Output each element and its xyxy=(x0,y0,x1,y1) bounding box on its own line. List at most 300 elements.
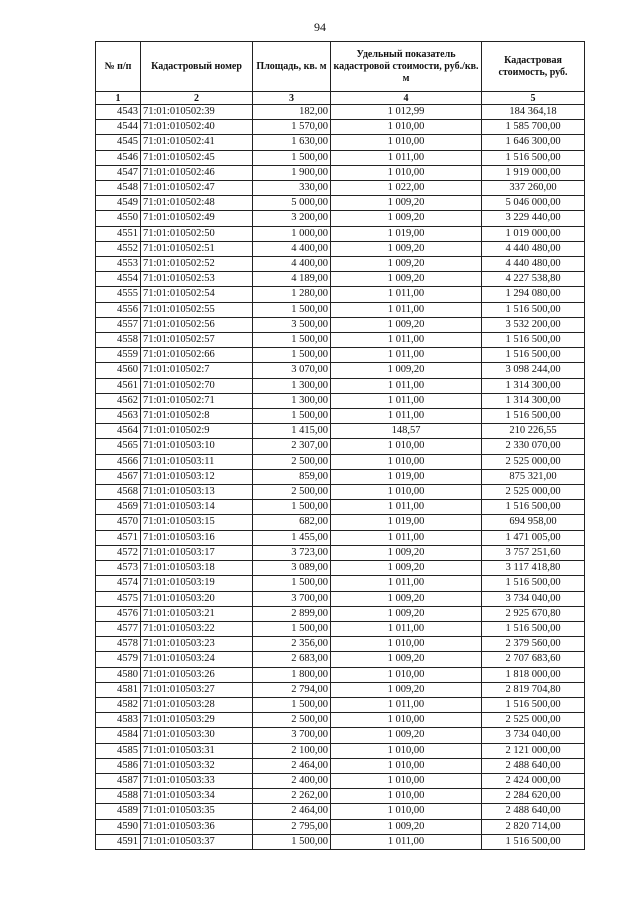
area-cell: 2 464,00 xyxy=(253,804,331,819)
cadastral-number-cell: 71:01:010502:46 xyxy=(141,165,253,180)
cadastral-value-cell: 3 532 200,00 xyxy=(482,317,585,332)
cadastral-number-cell: 71:01:010503:18 xyxy=(141,561,253,576)
cadastral-value-cell: 2 525 000,00 xyxy=(482,454,585,469)
cadastral-number-cell: 71:01:010503:24 xyxy=(141,652,253,667)
cadastral-value-cell: 3 757 251,60 xyxy=(482,545,585,560)
cadastral-number-cell: 71:01:010503:31 xyxy=(141,743,253,758)
cadastral-number-cell: 71:01:010503:29 xyxy=(141,713,253,728)
cadastral-number-cell: 71:01:010502:54 xyxy=(141,287,253,302)
area-cell: 2 464,00 xyxy=(253,758,331,773)
cadastral-number-cell: 71:01:010502:48 xyxy=(141,196,253,211)
row-number-cell: 4586 xyxy=(96,758,141,773)
specific-value-cell: 1 009,20 xyxy=(331,606,482,621)
specific-value-cell: 1 009,20 xyxy=(331,819,482,834)
table-row xyxy=(96,211,585,226)
cadastral-value-cell: 1 516 500,00 xyxy=(482,697,585,712)
specific-value-cell: 1 019,00 xyxy=(331,515,482,530)
cadastral-value-cell: 1 471 005,00 xyxy=(482,530,585,545)
area-cell: 330,00 xyxy=(253,181,331,196)
cadastral-value-cell: 1 646 300,00 xyxy=(482,135,585,150)
cadastral-value-cell: 4 440 480,00 xyxy=(482,241,585,256)
header-specific-value: Удельный показатель кадастровой стоимости, руб./кв. м xyxy=(331,42,482,92)
cadastral-number-cell: 71:01:010503:32 xyxy=(141,758,253,773)
table-row xyxy=(96,120,585,135)
cadastral-number-cell: 71:01:010503:21 xyxy=(141,606,253,621)
table-header-row xyxy=(96,42,585,92)
cadastral-number-cell: 71:01:010503:33 xyxy=(141,773,253,788)
table-row xyxy=(96,272,585,287)
column-number-row xyxy=(96,92,585,105)
table-row xyxy=(96,545,585,560)
row-number-cell: 4585 xyxy=(96,743,141,758)
area-cell: 1 415,00 xyxy=(253,424,331,439)
cadastral-value-cell: 1 294 080,00 xyxy=(482,287,585,302)
specific-value-cell: 1 009,20 xyxy=(331,545,482,560)
table-row xyxy=(96,637,585,652)
row-number-cell: 4568 xyxy=(96,485,141,500)
cadastral-value-cell: 1 516 500,00 xyxy=(482,500,585,515)
table-row xyxy=(96,485,585,500)
specific-value-cell: 1 011,00 xyxy=(331,150,482,165)
area-cell: 3 700,00 xyxy=(253,591,331,606)
specific-value-cell: 1 010,00 xyxy=(331,454,482,469)
row-number-cell: 4555 xyxy=(96,287,141,302)
area-cell: 3 700,00 xyxy=(253,728,331,743)
cadastral-number-cell: 71:01:010502:45 xyxy=(141,150,253,165)
cadastral-number-cell: 71:01:010503:37 xyxy=(141,834,253,849)
header-cadastral-number: Кадастровый номер xyxy=(141,42,253,92)
table-row xyxy=(96,469,585,484)
cadastral-number-cell: 71:01:010503:16 xyxy=(141,530,253,545)
header-row-number: № п/п xyxy=(96,42,141,92)
area-cell: 4 400,00 xyxy=(253,241,331,256)
column-number: 3 xyxy=(253,92,331,105)
row-number-cell: 4588 xyxy=(96,789,141,804)
specific-value-cell: 1 011,00 xyxy=(331,697,482,712)
table-row xyxy=(96,682,585,697)
row-number-cell: 4565 xyxy=(96,439,141,454)
area-cell: 2 500,00 xyxy=(253,454,331,469)
cadastral-value-cell: 875 321,00 xyxy=(482,469,585,484)
cadastral-value-cell: 2 121 000,00 xyxy=(482,743,585,758)
row-number-cell: 4553 xyxy=(96,257,141,272)
table-row xyxy=(96,348,585,363)
area-cell: 1 500,00 xyxy=(253,302,331,317)
area-cell: 1 000,00 xyxy=(253,226,331,241)
area-cell: 2 500,00 xyxy=(253,713,331,728)
row-number-cell: 4584 xyxy=(96,728,141,743)
area-cell: 2 500,00 xyxy=(253,485,331,500)
area-cell: 1 500,00 xyxy=(253,333,331,348)
table-row xyxy=(96,257,585,272)
row-number-cell: 4562 xyxy=(96,393,141,408)
area-cell: 1 630,00 xyxy=(253,135,331,150)
cadastral-number-cell: 71:01:010503:26 xyxy=(141,667,253,682)
area-cell: 2 794,00 xyxy=(253,682,331,697)
specific-value-cell: 1 011,00 xyxy=(331,530,482,545)
row-number-cell: 4564 xyxy=(96,424,141,439)
specific-value-cell: 1 019,00 xyxy=(331,469,482,484)
specific-value-cell: 1 022,00 xyxy=(331,181,482,196)
table-row xyxy=(96,500,585,515)
specific-value-cell: 1 011,00 xyxy=(331,302,482,317)
area-cell: 1 500,00 xyxy=(253,697,331,712)
cadastral-number-cell: 71:01:010502:39 xyxy=(141,105,253,120)
cadastral-number-cell: 71:01:010502:9 xyxy=(141,424,253,439)
area-cell: 4 189,00 xyxy=(253,272,331,287)
cadastral-number-cell: 71:01:010503:35 xyxy=(141,804,253,819)
cadastral-value-cell: 1 516 500,00 xyxy=(482,333,585,348)
cadastral-number-cell: 71:01:010502:56 xyxy=(141,317,253,332)
cadastral-value-cell: 5 046 000,00 xyxy=(482,196,585,211)
area-cell: 182,00 xyxy=(253,105,331,120)
specific-value-cell: 1 009,20 xyxy=(331,652,482,667)
cadastral-number-cell: 71:01:010503:13 xyxy=(141,485,253,500)
table-row xyxy=(96,439,585,454)
cadastral-number-cell: 71:01:010502:57 xyxy=(141,333,253,348)
cadastral-value-cell: 2 820 714,00 xyxy=(482,819,585,834)
area-cell: 1 500,00 xyxy=(253,576,331,591)
cadastral-number-cell: 71:01:010503:12 xyxy=(141,469,253,484)
cadastral-value-cell: 3 229 440,00 xyxy=(482,211,585,226)
area-cell: 3 070,00 xyxy=(253,363,331,378)
area-cell: 2 307,00 xyxy=(253,439,331,454)
area-cell: 2 262,00 xyxy=(253,789,331,804)
row-number-cell: 4580 xyxy=(96,667,141,682)
specific-value-cell: 1 010,00 xyxy=(331,713,482,728)
header-cadastral-value: Кадастровая стоимость, руб. xyxy=(482,42,585,92)
row-number-cell: 4590 xyxy=(96,819,141,834)
row-number-cell: 4571 xyxy=(96,530,141,545)
cadastral-number-cell: 71:01:010503:14 xyxy=(141,500,253,515)
cadastral-value-cell: 2 424 000,00 xyxy=(482,773,585,788)
table-row xyxy=(96,363,585,378)
cadastral-number-cell: 71:01:010503:22 xyxy=(141,621,253,636)
table-row xyxy=(96,621,585,636)
area-cell: 3 200,00 xyxy=(253,211,331,226)
cadastral-number-cell: 71:01:010502:51 xyxy=(141,241,253,256)
cadastral-value-cell: 1 516 500,00 xyxy=(482,834,585,849)
cadastral-value-cell: 1 019 000,00 xyxy=(482,226,585,241)
table-row xyxy=(96,241,585,256)
cadastral-number-cell: 71:01:010503:11 xyxy=(141,454,253,469)
specific-value-cell: 1 010,00 xyxy=(331,743,482,758)
cadastral-value-cell: 184 364,18 xyxy=(482,105,585,120)
cadastral-value-table xyxy=(95,41,585,850)
specific-value-cell: 1 011,00 xyxy=(331,576,482,591)
table-row xyxy=(96,196,585,211)
cadastral-number-cell: 71:01:010503:15 xyxy=(141,515,253,530)
table-row xyxy=(96,819,585,834)
area-cell: 1 570,00 xyxy=(253,120,331,135)
row-number-cell: 4570 xyxy=(96,515,141,530)
cadastral-value-cell: 2 925 670,80 xyxy=(482,606,585,621)
table-row xyxy=(96,591,585,606)
specific-value-cell: 1 010,00 xyxy=(331,804,482,819)
cadastral-value-cell: 4 227 538,80 xyxy=(482,272,585,287)
area-cell: 2 683,00 xyxy=(253,652,331,667)
specific-value-cell: 1 009,20 xyxy=(331,561,482,576)
table-row xyxy=(96,135,585,150)
specific-value-cell: 1 011,00 xyxy=(331,393,482,408)
area-cell: 1 300,00 xyxy=(253,378,331,393)
area-cell: 2 795,00 xyxy=(253,819,331,834)
row-number-cell: 4560 xyxy=(96,363,141,378)
row-number-cell: 4552 xyxy=(96,241,141,256)
area-cell: 3 089,00 xyxy=(253,561,331,576)
cadastral-value-cell: 3 734 040,00 xyxy=(482,728,585,743)
area-cell: 1 900,00 xyxy=(253,165,331,180)
cadastral-value-cell: 2 330 070,00 xyxy=(482,439,585,454)
cadastral-number-cell: 71:01:010503:36 xyxy=(141,819,253,834)
specific-value-cell: 1 009,20 xyxy=(331,317,482,332)
row-number-cell: 4557 xyxy=(96,317,141,332)
area-cell: 1 500,00 xyxy=(253,621,331,636)
specific-value-cell: 1 009,20 xyxy=(331,363,482,378)
table-row xyxy=(96,789,585,804)
area-cell: 1 300,00 xyxy=(253,393,331,408)
table-row xyxy=(96,530,585,545)
area-cell: 1 800,00 xyxy=(253,667,331,682)
row-number-cell: 4574 xyxy=(96,576,141,591)
specific-value-cell: 1 011,00 xyxy=(331,834,482,849)
column-number: 2 xyxy=(141,92,253,105)
row-number-cell: 4579 xyxy=(96,652,141,667)
row-number-cell: 4548 xyxy=(96,181,141,196)
row-number-cell: 4572 xyxy=(96,545,141,560)
cadastral-value-cell: 1 516 500,00 xyxy=(482,348,585,363)
specific-value-cell: 1 010,00 xyxy=(331,120,482,135)
area-cell: 2 100,00 xyxy=(253,743,331,758)
row-number-cell: 4589 xyxy=(96,804,141,819)
area-cell: 1 455,00 xyxy=(253,530,331,545)
specific-value-cell: 1 010,00 xyxy=(331,637,482,652)
area-cell: 5 000,00 xyxy=(253,196,331,211)
cadastral-value-cell: 2 379 560,00 xyxy=(482,637,585,652)
specific-value-cell: 1 009,20 xyxy=(331,257,482,272)
table-row xyxy=(96,287,585,302)
cadastral-number-cell: 71:01:010503:30 xyxy=(141,728,253,743)
table-row xyxy=(96,424,585,439)
cadastral-value-cell: 2 284 620,00 xyxy=(482,789,585,804)
row-number-cell: 4582 xyxy=(96,697,141,712)
row-number-cell: 4554 xyxy=(96,272,141,287)
cadastral-value-cell: 2 525 000,00 xyxy=(482,713,585,728)
specific-value-cell: 1 010,00 xyxy=(331,135,482,150)
area-cell: 2 356,00 xyxy=(253,637,331,652)
row-number-cell: 4566 xyxy=(96,454,141,469)
row-number-cell: 4569 xyxy=(96,500,141,515)
area-cell: 2 899,00 xyxy=(253,606,331,621)
table-row xyxy=(96,758,585,773)
table-row xyxy=(96,105,585,120)
specific-value-cell: 1 010,00 xyxy=(331,758,482,773)
table-row xyxy=(96,743,585,758)
cadastral-value-cell: 1 919 000,00 xyxy=(482,165,585,180)
row-number-cell: 4577 xyxy=(96,621,141,636)
specific-value-cell: 1 010,00 xyxy=(331,789,482,804)
row-number-cell: 4545 xyxy=(96,135,141,150)
table-row xyxy=(96,652,585,667)
row-number-cell: 4578 xyxy=(96,637,141,652)
cadastral-number-cell: 71:01:010503:28 xyxy=(141,697,253,712)
table-row xyxy=(96,804,585,819)
area-cell: 1 500,00 xyxy=(253,150,331,165)
table-row xyxy=(96,561,585,576)
row-number-cell: 4567 xyxy=(96,469,141,484)
specific-value-cell: 1 010,00 xyxy=(331,667,482,682)
cadastral-number-cell: 71:01:010502:50 xyxy=(141,226,253,241)
cadastral-value-cell: 1 516 500,00 xyxy=(482,621,585,636)
cadastral-number-cell: 71:01:010503:34 xyxy=(141,789,253,804)
specific-value-cell: 1 009,20 xyxy=(331,272,482,287)
row-number-cell: 4543 xyxy=(96,105,141,120)
row-number-cell: 4549 xyxy=(96,196,141,211)
table-row xyxy=(96,333,585,348)
table-row xyxy=(96,409,585,424)
row-number-cell: 4561 xyxy=(96,378,141,393)
cadastral-number-cell: 71:01:010502:41 xyxy=(141,135,253,150)
row-number-cell: 4583 xyxy=(96,713,141,728)
column-number: 5 xyxy=(482,92,585,105)
column-number: 4 xyxy=(331,92,482,105)
row-number-cell: 4575 xyxy=(96,591,141,606)
cadastral-value-cell: 1 818 000,00 xyxy=(482,667,585,682)
table-row xyxy=(96,515,585,530)
cadastral-number-cell: 71:01:010503:10 xyxy=(141,439,253,454)
row-number-cell: 4573 xyxy=(96,561,141,576)
specific-value-cell: 1 010,00 xyxy=(331,773,482,788)
area-cell: 1 500,00 xyxy=(253,348,331,363)
cadastral-value-cell: 1 516 500,00 xyxy=(482,302,585,317)
row-number-cell: 4547 xyxy=(96,165,141,180)
cadastral-value-cell: 2 488 640,00 xyxy=(482,804,585,819)
row-number-cell: 4591 xyxy=(96,834,141,849)
cadastral-value-cell: 2 819 704,80 xyxy=(482,682,585,697)
area-cell: 3 723,00 xyxy=(253,545,331,560)
table-row xyxy=(96,454,585,469)
row-number-cell: 4576 xyxy=(96,606,141,621)
cadastral-value-cell: 337 260,00 xyxy=(482,181,585,196)
cadastral-number-cell: 71:01:010502:49 xyxy=(141,211,253,226)
row-number-cell: 4546 xyxy=(96,150,141,165)
cadastral-value-cell: 3 734 040,00 xyxy=(482,591,585,606)
row-number-cell: 4558 xyxy=(96,333,141,348)
cadastral-number-cell: 71:01:010502:53 xyxy=(141,272,253,287)
cadastral-number-cell: 71:01:010503:27 xyxy=(141,682,253,697)
table-row xyxy=(96,728,585,743)
column-number: 1 xyxy=(96,92,141,105)
specific-value-cell: 1 009,20 xyxy=(331,682,482,697)
specific-value-cell: 1 009,20 xyxy=(331,196,482,211)
specific-value-cell: 1 011,00 xyxy=(331,287,482,302)
cadastral-number-cell: 71:01:010503:17 xyxy=(141,545,253,560)
specific-value-cell: 1 009,20 xyxy=(331,728,482,743)
table-row xyxy=(96,713,585,728)
table-row xyxy=(96,606,585,621)
page-number: 94 xyxy=(314,20,326,34)
specific-value-cell: 1 010,00 xyxy=(331,485,482,500)
table-row xyxy=(96,378,585,393)
specific-value-cell: 1 011,00 xyxy=(331,409,482,424)
specific-value-cell: 1 010,00 xyxy=(331,165,482,180)
table-row xyxy=(96,667,585,682)
row-number-cell: 4587 xyxy=(96,773,141,788)
header-area: Площадь, кв. м xyxy=(253,42,331,92)
specific-value-cell: 1 019,00 xyxy=(331,226,482,241)
area-cell: 3 500,00 xyxy=(253,317,331,332)
table-row xyxy=(96,773,585,788)
specific-value-cell: 1 011,00 xyxy=(331,621,482,636)
cadastral-value-cell: 1 516 500,00 xyxy=(482,576,585,591)
cadastral-number-cell: 71:01:010502:55 xyxy=(141,302,253,317)
specific-value-cell: 1 011,00 xyxy=(331,500,482,515)
specific-value-cell: 1 011,00 xyxy=(331,348,482,363)
cadastral-number-cell: 71:01:010503:23 xyxy=(141,637,253,652)
cadastral-value-cell: 694 958,00 xyxy=(482,515,585,530)
area-cell: 1 500,00 xyxy=(253,409,331,424)
cadastral-value-cell: 1 314 300,00 xyxy=(482,378,585,393)
area-cell: 1 280,00 xyxy=(253,287,331,302)
specific-value-cell: 1 009,20 xyxy=(331,241,482,256)
cadastral-value-cell: 1 314 300,00 xyxy=(482,393,585,408)
area-cell: 682,00 xyxy=(253,515,331,530)
row-number-cell: 4551 xyxy=(96,226,141,241)
cadastral-number-cell: 71:01:010502:40 xyxy=(141,120,253,135)
area-cell: 1 500,00 xyxy=(253,500,331,515)
table-row xyxy=(96,317,585,332)
area-cell: 859,00 xyxy=(253,469,331,484)
row-number-cell: 4563 xyxy=(96,409,141,424)
cadastral-number-cell: 71:01:010502:47 xyxy=(141,181,253,196)
area-cell: 4 400,00 xyxy=(253,257,331,272)
cadastral-value-cell: 3 098 244,00 xyxy=(482,363,585,378)
cadastral-value-cell: 2 707 683,60 xyxy=(482,652,585,667)
cadastral-value-cell: 2 525 000,00 xyxy=(482,485,585,500)
row-number-cell: 4544 xyxy=(96,120,141,135)
table-body xyxy=(96,105,585,850)
cadastral-number-cell: 71:01:010502:71 xyxy=(141,393,253,408)
specific-value-cell: 1 010,00 xyxy=(331,439,482,454)
cadastral-value-cell: 3 117 418,80 xyxy=(482,561,585,576)
specific-value-cell: 1 009,20 xyxy=(331,211,482,226)
cadastral-value-cell: 1 585 700,00 xyxy=(482,120,585,135)
table-row xyxy=(96,697,585,712)
row-number-cell: 4581 xyxy=(96,682,141,697)
specific-value-cell: 1 012,99 xyxy=(331,105,482,120)
table-row xyxy=(96,165,585,180)
table-row xyxy=(96,181,585,196)
cadastral-number-cell: 71:01:010502:66 xyxy=(141,348,253,363)
table-row xyxy=(96,576,585,591)
table-row xyxy=(96,226,585,241)
table-row xyxy=(96,150,585,165)
cadastral-value-cell: 1 516 500,00 xyxy=(482,409,585,424)
cadastral-number-cell: 71:01:010503:20 xyxy=(141,591,253,606)
area-cell: 1 500,00 xyxy=(253,834,331,849)
cadastral-number-cell: 71:01:010502:8 xyxy=(141,409,253,424)
cadastral-number-cell: 71:01:010502:70 xyxy=(141,378,253,393)
specific-value-cell: 1 011,00 xyxy=(331,333,482,348)
cadastral-value-cell: 1 516 500,00 xyxy=(482,150,585,165)
cadastral-number-cell: 71:01:010503:19 xyxy=(141,576,253,591)
specific-value-cell: 1 009,20 xyxy=(331,591,482,606)
specific-value-cell: 1 011,00 xyxy=(331,378,482,393)
row-number-cell: 4550 xyxy=(96,211,141,226)
specific-value-cell: 148,57 xyxy=(331,424,482,439)
table-row xyxy=(96,393,585,408)
cadastral-value-cell: 2 488 640,00 xyxy=(482,758,585,773)
